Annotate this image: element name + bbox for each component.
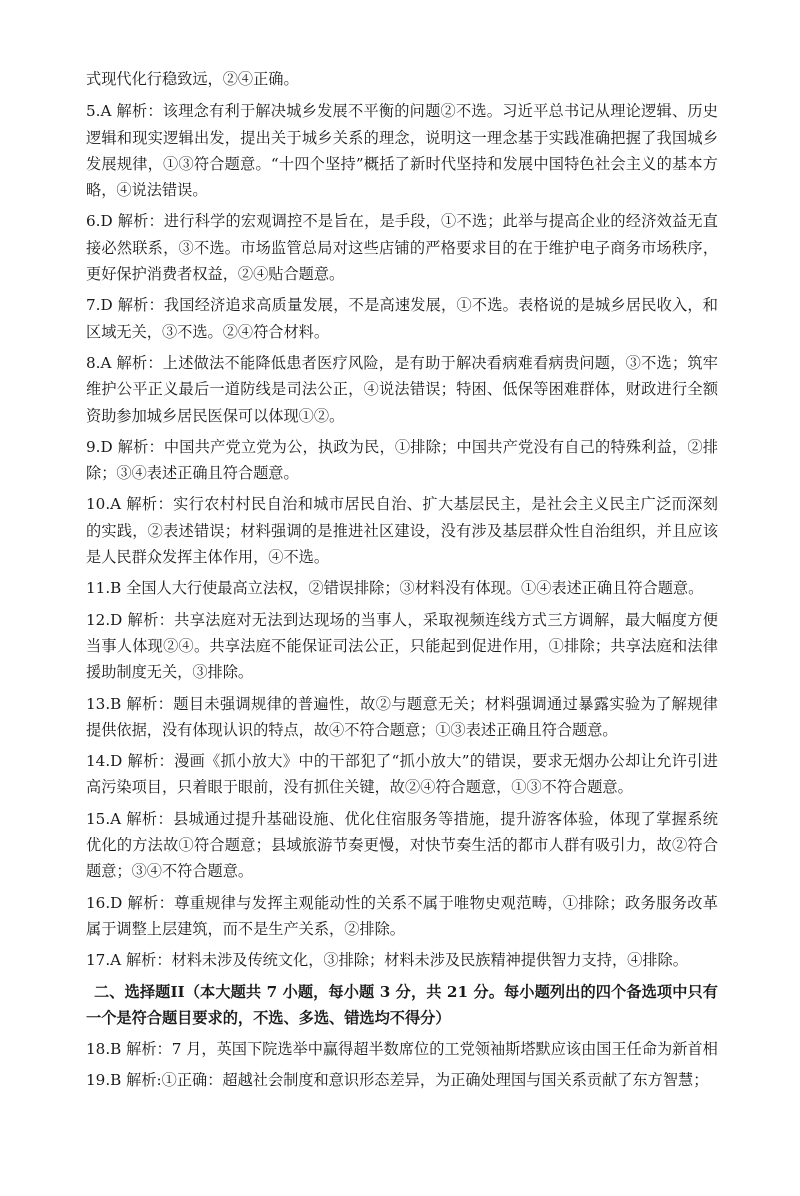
answer-15: 15.A 解析：县城通过提升基础设施、优化住宿服务等措施，提升游客体验，体现了掌握系统优化的方法故①符合题意；县域旅游节奏更慢，对快节奏生活的都市人群有吸引力，故②符合题意；③④不符合题意。: [86, 809, 718, 881]
answer-16: 16.D 解析：尊重规律与发挥主观能动性的关系不属于唯物史观范畴，①排除；政务服务改革属于调整上层建筑，而不是生产关系，②排除。: [86, 893, 718, 938]
answer-19: 19.B 解析:①正确：超越社会制度和意识形态差异，为正确处理国与国关系贡献了东方智慧；: [86, 1071, 709, 1090]
answer-18: 18.B 解析：7 月，英国下院选举中赢得超半数席位的工党领袖斯塔默应该由国王任命为新首相: [86, 1040, 718, 1059]
answer-12: 12.D 解析：共享法庭对无法到达现场的当事人，采取视频连线方式三方调解，最大幅度方便当事人体现②④。共享法庭不能保证司法公正，只能起到促进作用，①排除；共享法庭和法律援助制度无关，③排除。: [86, 610, 718, 682]
answer-9: 9.D 解析：中国共产党立党为公，执政为民，①排除；中国共产党没有自己的特殊利益，②排除；③④表述正确且符合题意。: [86, 437, 718, 483]
answer-page: [86, 66, 718, 1099]
paragraph-continuation: 式现代化行稳致远，②④正确。: [86, 70, 299, 88]
answer-13: 13.B 解析：题目未强调规律的普遍性，故②与题意无关；材料强调通过暴露实验为了解规律提供依据，没有体现认识的特点，故④不符合题意；①③表述正确且符合题意。: [86, 694, 718, 739]
answer-8: 8.A 解析：上述做法不能降低患者医疗风险，是有助于解决看病难看病贵问题，③不选；筑牢维护公平正义最后一道防线是司法公正，④说法错误；特困、低保等困难群体，财政进行全额资助参加城乡居民医保可以体现①②。: [86, 353, 718, 425]
answer-6: 6.D 解析：进行科学的宏观调控不是旨在，是手段，①不选；此举与提高企业的经济效益无直接必然联系，③不选。市场监管总局对这些店铺的严格要求目的在于维护电子商务市场秩序，更好保护消费者权益，②④贴合题意。: [86, 212, 718, 284]
answer-14: 14.D 解析：漫画《抓小放大》中的干部犯了“抓小放大”的错误，要求无烟办公却让允许引进高污染项目，只着眼于眼前，没有抓住关键，故②④符合题意，①③不符合题意。: [86, 752, 718, 797]
answer-7: 7.D 解析：我国经济追求高质量发展，不是高速发展，①不选。表格说的是城乡居民收入，和区域无关，③不选。②④符合材料。: [86, 296, 718, 341]
answer-10: 10.A 解析：实行农村村民自治和城市居民自治、扩大基层民主，是社会主义民主广泛而深刻的实践，②表述错误；材料强调的是推进社区建设，没有涉及基层群众性自治组织，并且应该是人民群众发挥主体作用，④不选。: [86, 495, 718, 567]
section-heading: 二、选择题II（本大题共 7 小题，每小题 3 分，共 21 分。每小题列出的四个备选项中只有一个是符合题目要求的，不选、多选、错选均不得分）: [86, 982, 718, 1027]
answer-17: 17.A 解析：材料未涉及传统文化，③排除；材料未涉及民族精神提供智力支持，④排除。: [86, 951, 688, 970]
answer-11: 11.B 全国人大行使最高立法权，②错误排除；③材料没有体现。①④表述正确且符合题意。: [86, 579, 704, 598]
answer-5: 5.A 解析：该理念有利于解决城乡发展不平衡的问题②不选。习近平总书记从理论逻辑、历史逻辑和现实逻辑出发，提出关于城乡关系的理念，说明这一理念基于实践准确把握了我国城乡发展规律，①③符合题意。“十四个坚持”概括了新时代坚持和发展中国特色社会主义的基本方略，④说法错误。: [86, 102, 718, 200]
